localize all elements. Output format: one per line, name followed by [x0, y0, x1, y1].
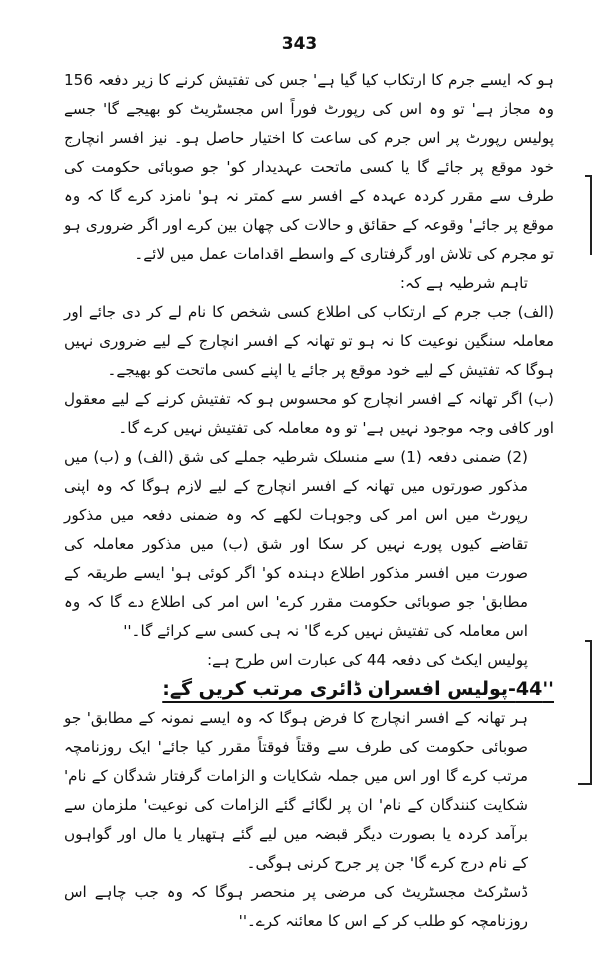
section-44-intro: پولیس ایکٹ کی دفعہ 44 کی عبارت اس طرح ہے:	[206, 651, 528, 669]
page-number: 343	[281, 34, 318, 54]
subsection-2: (2) ضمنی دفعہ (1) سے منسلک شرطیہ جملے کی شق (الف) و (ب) میں مذکور صورتوں میں تھانہ کے افسر انچارج کے لیے لازم ہوگا کہ وہ اپنی رپورٹ میں اس امر کی وجوہات لکھے کہ وہ ضمنی دفعہ میں مذکور تقاضے کیوں پورے نہیں کر سکا اور شق (ب) میں مذکور معاملہ کی صورت میں افسر مذکور اطلاع دہندہ کو' اگر کوئی ہو' ایسے طریقہ کے مطابق' جو صوبائی حکومت مقرر کرے' اس امر کی اطلاع دے گا کہ وہ اس معاملہ کی تفتیش نہیں کرے گا' نہ ہی کسی سے کرائے گا۔''	[64, 448, 528, 640]
section-44-body: ہر تھانہ کے افسر انچارج کا فرض ہوگا کہ وہ ایسے نمونہ کے مطابق' جو صوبائی حکومت کی طرف سے وقتاً فوقتاً مقرر کیا جائے' ایک روزنامچہ مرتب کرے گا اور اس میں جملہ شکایات و الزامات گرفتار شدگان کے نام' شکایت کنندگان کے نام' ان پر لگائے گئے الزامات کی نوعیت' ملزمان سے برآمد کردہ یا بصورت دیگر قبضہ میں لیے گئے ہتھیار یا مال اور گواہوں کے نام درج کرے گا' جن پر جرح کرنی ہوگی۔	[64, 709, 528, 872]
margin-bracket-mark	[590, 640, 592, 785]
page-body	[64, 66, 554, 936]
paragraph-1: ہو کہ ایسے جرم کا ارتکاب کیا گیا ہے' جس کی تفتیش کرنے کا زیر دفعہ 156 وہ مجاز ہے' تو وہ اس کی رپورٹ فوراً اس مجسٹریٹ کو بھیجے گا' جسے پولیس رپورٹ پر اس جرم کی ساعت کا اختیار حاصل ہو۔ نیز افسر انچارج خود موقع پر جائے گا یا کسی ماتحت عہدیدار کو' جو صوبائی حکومت کی طرف سے مقرر کردہ عہدہ کے افسر سے کمتر نہ ہو' نامزد کرے گا کہ وہ موقع پر جائے' وقوعہ کے حقائق و حالات کی چھان بین کرے اور اگر ضروری ہو تو مجرم کی تلاش اور گرفتاری کے واسطے اقدامات عمل میں لائے۔	[64, 71, 554, 263]
section-44-heading: ''44-پولیس افسران ڈائری مرتب کریں گے:	[162, 678, 554, 700]
margin-bracket-tick	[578, 783, 592, 785]
proviso-clause-be: (ب) اگر تھانہ کے افسر انچارج کو محسوس ہو کہ تفتیش کرنے کے لیے معقول اور کافی وجہ موجود نہیں ہے' تو وہ معاملہ کی تفتیش نہیں کرے گا۔	[64, 390, 554, 437]
margin-bracket-tick	[585, 175, 591, 177]
margin-bracket-mark	[590, 175, 592, 255]
section-44-closing: ڈسٹرکٹ مجسٹریٹ کی مرضی پر منحصر ہوگا کہ وہ جب چاہے اس روزنامچہ کو طلب کر کے اس کا معائنہ کرے۔''	[64, 883, 528, 930]
proviso-intro: تاہم شرطیہ ہے کہ:	[399, 274, 528, 292]
proviso-clause-alif: (الف) جب جرم کے ارتکاب کی اطلاع کسی شخص کا نام لے کر دی جائے اور معاملہ سنگین نوعیت کا نہ ہو تو تھانہ کے افسر انچارج کے لیے ضروری نہیں ہوگا کہ تفتیش کے لیے خود موقع پر جائے یا اپنے کسی ماتحت کو بھیجے۔	[64, 303, 554, 379]
